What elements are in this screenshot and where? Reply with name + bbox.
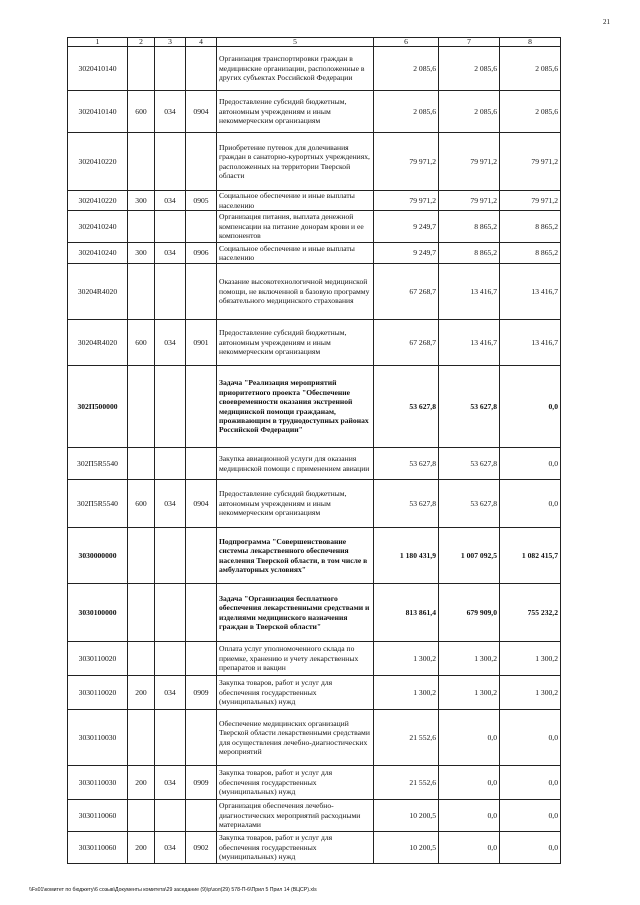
row-rz: [128, 47, 155, 91]
row-rz: [128, 366, 155, 448]
row-value-8: 0,0: [500, 766, 561, 800]
row-vr: 0901: [186, 320, 217, 366]
row-pr: [155, 133, 186, 191]
row-vr: [186, 800, 217, 832]
row-pr: 034: [155, 243, 186, 264]
table-row: [68, 710, 561, 766]
row-value-8: 0,0: [500, 480, 561, 528]
row-code: 3020410240: [68, 243, 128, 264]
row-code: 3030110060: [68, 800, 128, 832]
row-name: Обеспечение медицинских организаций Тверской области лекарственными средствами для осуществления лечебно-диагностических мероприятий: [217, 710, 374, 766]
row-rz: 200: [128, 832, 155, 864]
row-value-8: 2 085,6: [500, 47, 561, 91]
page-number: 21: [603, 18, 610, 26]
row-name: Социальное обеспечение и иные выплаты населению: [217, 243, 374, 264]
row-code: 3030110030: [68, 710, 128, 766]
row-value-7: 8 865,2: [439, 211, 500, 243]
row-rz: 600: [128, 320, 155, 366]
row-value-7: 8 865,2: [439, 243, 500, 264]
col-header: 5: [217, 38, 374, 47]
row-rz: [128, 584, 155, 642]
row-name: Оплата услуг уполномоченного склада по приемке, хранению и учету лекарственных препаратов и вакцин: [217, 642, 374, 676]
table-row: [68, 133, 561, 191]
row-pr: [155, 47, 186, 91]
row-name: Закупка товаров, работ и услуг для обеспечения государственных (муниципальных) нужд: [217, 832, 374, 864]
col-header: 2: [128, 38, 155, 47]
row-value-6: 53 627,8: [374, 480, 439, 528]
row-name: Задача "Организация бесплатного обеспечения лекарственными средствами и изделиями медицинского назначения граждан в Тверской области": [217, 584, 374, 642]
row-value-6: 10 200,5: [374, 832, 439, 864]
row-rz: 600: [128, 480, 155, 528]
row-code: 3020410140: [68, 47, 128, 91]
row-value-8: 0,0: [500, 832, 561, 864]
table-row: [68, 243, 561, 264]
col-header: 4: [186, 38, 217, 47]
row-rz: [128, 710, 155, 766]
table-row: [68, 47, 561, 91]
row-vr: [186, 528, 217, 584]
row-code: 30204R4020: [68, 264, 128, 320]
header-row: [68, 38, 561, 47]
row-name: Организация транспортировки граждан в медицинские организации, расположенные в других субъектах Российской Федерации: [217, 47, 374, 91]
row-vr: [186, 584, 217, 642]
row-value-6: 813 861,4: [374, 584, 439, 642]
row-code: 30204R4020: [68, 320, 128, 366]
row-vr: [186, 47, 217, 91]
row-value-6: 9 249,7: [374, 243, 439, 264]
row-rz: [128, 642, 155, 676]
row-rz: [128, 264, 155, 320]
row-pr: [155, 211, 186, 243]
row-name: Закупка товаров, работ и услуг для обеспечения государственных (муниципальных) нужд: [217, 676, 374, 710]
row-pr: [155, 264, 186, 320]
row-code: 3030000000: [68, 528, 128, 584]
row-value-7: 2 085,6: [439, 47, 500, 91]
row-value-6: 21 552,6: [374, 766, 439, 800]
col-header: 3: [155, 38, 186, 47]
row-name: Организация питания, выплата денежной компенсации на питание донорам крови и ее компонентов: [217, 211, 374, 243]
row-vr: 0904: [186, 91, 217, 133]
file-path-footer: \\Fs01\комитет по бюджету\6 созыв\Документы комитета\29 заседание (9)\р\зол(29) 578-П-6\Прил 5 Прил 14 (ВЦСР).xls: [29, 887, 317, 893]
row-pr: 034: [155, 480, 186, 528]
row-name: Приобретение путевок для долечивания граждан в санаторно-курортных учреждениях, расположенных на территории Тверской области: [217, 133, 374, 191]
row-rz: [128, 133, 155, 191]
row-name: Закупка авиационной услуги для оказания медицинской помощи с применением авиации: [217, 448, 374, 480]
row-vr: 0902: [186, 832, 217, 864]
row-value-7: 79 971,2: [439, 191, 500, 211]
row-vr: [186, 211, 217, 243]
row-rz: [128, 800, 155, 832]
row-value-7: 1 007 092,5: [439, 528, 500, 584]
row-name: Задача "Реализация мероприятий приоритетного проекта "Обеспечение своевременности оказания экстренной медицинской помощи гражданам, проживающим в труднодоступных районах Российской Федерации": [217, 366, 374, 448]
row-rz: [128, 211, 155, 243]
row-value-7: 13 416,7: [439, 264, 500, 320]
row-pr: 034: [155, 676, 186, 710]
row-value-6: 79 971,2: [374, 133, 439, 191]
row-value-7: 53 627,8: [439, 448, 500, 480]
row-name: Закупка товаров, работ и услуг для обеспечения государственных (муниципальных) нужд: [217, 766, 374, 800]
row-value-8: 1 300,2: [500, 642, 561, 676]
row-vr: [186, 366, 217, 448]
table-row: [68, 480, 561, 528]
table-row: [68, 832, 561, 864]
row-value-8: 0,0: [500, 448, 561, 480]
col-header: 8: [500, 38, 561, 47]
row-value-7: 0,0: [439, 766, 500, 800]
col-header: 6: [374, 38, 439, 47]
row-code: 3030100000: [68, 584, 128, 642]
row-value-6: 21 552,6: [374, 710, 439, 766]
row-value-7: 13 416,7: [439, 320, 500, 366]
row-code: 3030110030: [68, 766, 128, 800]
row-value-6: 79 971,2: [374, 191, 439, 211]
row-rz: 200: [128, 676, 155, 710]
row-name: Социальное обеспечение и иные выплаты населению: [217, 191, 374, 211]
row-value-7: 53 627,8: [439, 366, 500, 448]
row-value-7: 79 971,2: [439, 133, 500, 191]
row-vr: [186, 448, 217, 480]
row-code: 302П5R5540: [68, 448, 128, 480]
table-row: [68, 800, 561, 832]
row-name: Предоставление субсидий бюджетным, автономным учреждениям и иным некоммерческим организациям: [217, 480, 374, 528]
row-value-8: 13 416,7: [500, 320, 561, 366]
table-row: [68, 676, 561, 710]
row-pr: [155, 710, 186, 766]
row-code: 3020410140: [68, 91, 128, 133]
row-value-8: 755 232,2: [500, 584, 561, 642]
row-vr: [186, 133, 217, 191]
row-pr: [155, 448, 186, 480]
row-vr: 0909: [186, 676, 217, 710]
row-pr: 034: [155, 320, 186, 366]
row-value-8: 1 300,2: [500, 676, 561, 710]
row-value-7: 1 300,2: [439, 676, 500, 710]
row-code: 302П5R5540: [68, 480, 128, 528]
table-row: [68, 211, 561, 243]
row-code: 302П500000: [68, 366, 128, 448]
row-value-6: 53 627,8: [374, 448, 439, 480]
table-row: [68, 366, 561, 448]
row-pr: 034: [155, 91, 186, 133]
row-vr: 0905: [186, 191, 217, 211]
row-pr: [155, 800, 186, 832]
row-value-8: 0,0: [500, 710, 561, 766]
row-value-6: 53 627,8: [374, 366, 439, 448]
row-vr: [186, 642, 217, 676]
row-value-6: 1 300,2: [374, 676, 439, 710]
table-row: [68, 91, 561, 133]
row-value-6: 2 085,6: [374, 47, 439, 91]
row-code: 3020410220: [68, 191, 128, 211]
row-value-8: 0,0: [500, 800, 561, 832]
row-code: 3030110020: [68, 676, 128, 710]
row-rz: 300: [128, 243, 155, 264]
table-row: [68, 191, 561, 211]
table-row: [68, 528, 561, 584]
row-pr: [155, 584, 186, 642]
row-value-6: 1 180 431,9: [374, 528, 439, 584]
row-value-7: 0,0: [439, 800, 500, 832]
budget-table: [67, 37, 561, 864]
row-pr: 034: [155, 191, 186, 211]
row-vr: [186, 264, 217, 320]
row-code: 3030110020: [68, 642, 128, 676]
row-value-7: 0,0: [439, 832, 500, 864]
table-row: [68, 264, 561, 320]
row-value-6: 9 249,7: [374, 211, 439, 243]
table-row: [68, 642, 561, 676]
row-code: 3020410220: [68, 133, 128, 191]
row-pr: [155, 642, 186, 676]
row-value-8: 1 082 415,7: [500, 528, 561, 584]
table-row: [68, 448, 561, 480]
row-value-8: 8 865,2: [500, 243, 561, 264]
row-value-7: 0,0: [439, 710, 500, 766]
row-value-7: 2 085,6: [439, 91, 500, 133]
row-value-6: 67 268,7: [374, 320, 439, 366]
row-vr: 0904: [186, 480, 217, 528]
row-name: Подпрограмма "Совершенствование системы лекарственного обеспечения населения Тверской области, в том числе в амбулаторных условиях": [217, 528, 374, 584]
row-name: Организация обеспечения лечебно-диагностических мероприятий расходными материалами: [217, 800, 374, 832]
row-value-8: 13 416,7: [500, 264, 561, 320]
row-vr: [186, 710, 217, 766]
row-name: Предоставление субсидий бюджетным, автономным учреждениям и иным некоммерческим организациям: [217, 320, 374, 366]
row-value-7: 53 627,8: [439, 480, 500, 528]
row-value-8: 79 971,2: [500, 133, 561, 191]
table-row: [68, 766, 561, 800]
row-name: Предоставление субсидий бюджетным, автономным учреждениям и иным некоммерческим организациям: [217, 91, 374, 133]
table-row: [68, 320, 561, 366]
row-value-8: 0,0: [500, 366, 561, 448]
col-header: 7: [439, 38, 500, 47]
row-pr: [155, 366, 186, 448]
row-code: 3030110060: [68, 832, 128, 864]
table-row: [68, 584, 561, 642]
row-rz: [128, 528, 155, 584]
col-header: 1: [68, 38, 128, 47]
row-pr: 034: [155, 766, 186, 800]
row-name: Оказание высокотехнологичной медицинской помощи, не включенной в базовую программу обязательного медицинского страхования: [217, 264, 374, 320]
row-value-6: 67 268,7: [374, 264, 439, 320]
row-value-8: 8 865,2: [500, 211, 561, 243]
row-pr: 034: [155, 832, 186, 864]
row-value-8: 2 085,6: [500, 91, 561, 133]
row-rz: 600: [128, 91, 155, 133]
row-rz: 300: [128, 191, 155, 211]
row-rz: 200: [128, 766, 155, 800]
row-pr: [155, 528, 186, 584]
row-value-6: 2 085,6: [374, 91, 439, 133]
row-value-7: 1 300,2: [439, 642, 500, 676]
row-vr: 0906: [186, 243, 217, 264]
row-value-8: 79 971,2: [500, 191, 561, 211]
row-vr: 0909: [186, 766, 217, 800]
row-value-7: 679 909,0: [439, 584, 500, 642]
row-value-6: 10 200,5: [374, 800, 439, 832]
row-code: 3020410240: [68, 211, 128, 243]
row-value-6: 1 300,2: [374, 642, 439, 676]
row-rz: [128, 448, 155, 480]
table-body: [68, 47, 561, 864]
